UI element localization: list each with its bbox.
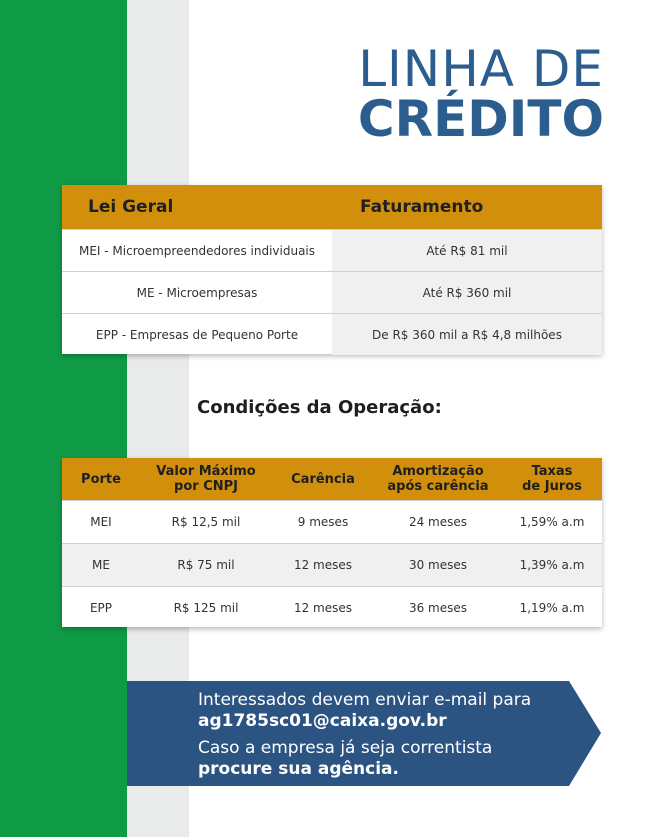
header-amortizacao-line2: após carência <box>387 479 489 494</box>
lei-geral-table-card <box>62 185 602 354</box>
conditions-table-card <box>62 458 602 627</box>
table-row <box>62 501 602 544</box>
title-line-2: CRÉDITO <box>357 90 604 148</box>
row-epp-category: EPP - Empresas de Pequeno Porte <box>62 314 332 356</box>
header-taxas-line1: Taxas <box>531 464 573 479</box>
cell-taxa: 1,39% a.m <box>502 544 602 587</box>
conditions-table <box>62 458 602 629</box>
banner-line-4: procure sua agência. <box>198 759 399 779</box>
cell-valor: R$ 125 mil <box>140 587 272 630</box>
table-row <box>62 587 602 630</box>
cell-amortizacao: 30 meses <box>374 544 502 587</box>
header-carencia-text: Carência <box>291 471 355 487</box>
cell-carencia: 9 meses <box>272 501 374 544</box>
title-line-1: LINHA DE <box>358 40 604 98</box>
header-amortizacao <box>374 458 502 501</box>
row-mei-category: MEI - Microempreendedores individuais <box>62 230 332 272</box>
row-epp-revenue: De R$ 360 mil a R$ 4,8 milhões <box>332 314 602 356</box>
banner-text <box>198 690 593 780</box>
header-porte-text: Porte <box>81 471 121 487</box>
page-title <box>357 40 604 148</box>
header-carencia <box>272 458 374 501</box>
cell-valor: R$ 12,5 mil <box>140 501 272 544</box>
table-row <box>62 272 602 314</box>
cell-porte: MEI <box>62 501 140 544</box>
cell-porte: ME <box>62 544 140 587</box>
contact-banner <box>127 681 601 786</box>
contact-email-link[interactable]: ag1785sc01@caixa.gov.br <box>198 711 447 731</box>
header-amortizacao-line1: Amortização <box>392 464 484 479</box>
table-header-row <box>62 185 602 230</box>
header-valor-maximo <box>140 458 272 501</box>
cell-taxa: 1,59% a.m <box>502 501 602 544</box>
header-valor-maximo-line1: Valor Máximo <box>156 464 256 479</box>
cell-porte: EPP <box>62 587 140 630</box>
table-header-row <box>62 458 602 501</box>
header-taxas-line2: de Juros <box>522 479 582 494</box>
row-me-category: ME - Microempresas <box>62 272 332 314</box>
banner-line-3: Caso a empresa já seja correntista <box>198 738 493 758</box>
lei-geral-table <box>62 185 602 355</box>
cell-amortizacao: 24 meses <box>374 501 502 544</box>
conditions-heading: Condições da Operação: <box>197 397 442 418</box>
table-row <box>62 544 602 587</box>
cell-carencia: 12 meses <box>272 544 374 587</box>
header-taxas <box>502 458 602 501</box>
cell-valor: R$ 75 mil <box>140 544 272 587</box>
header-lei-geral: Lei Geral <box>62 185 332 230</box>
header-faturamento: Faturamento <box>332 185 602 230</box>
banner-line-1: Interessados devem enviar e-mail para <box>198 690 532 710</box>
table-row <box>62 230 602 272</box>
cell-amortizacao: 36 meses <box>374 587 502 630</box>
row-mei-revenue: Até R$ 81 mil <box>332 230 602 272</box>
header-valor-maximo-line2: por CNPJ <box>174 479 238 494</box>
header-porte <box>62 458 140 501</box>
green-side-band <box>0 0 127 837</box>
table-row <box>62 314 602 356</box>
cell-carencia: 12 meses <box>272 587 374 630</box>
cell-taxa: 1,19% a.m <box>502 587 602 630</box>
row-me-revenue: Até R$ 360 mil <box>332 272 602 314</box>
